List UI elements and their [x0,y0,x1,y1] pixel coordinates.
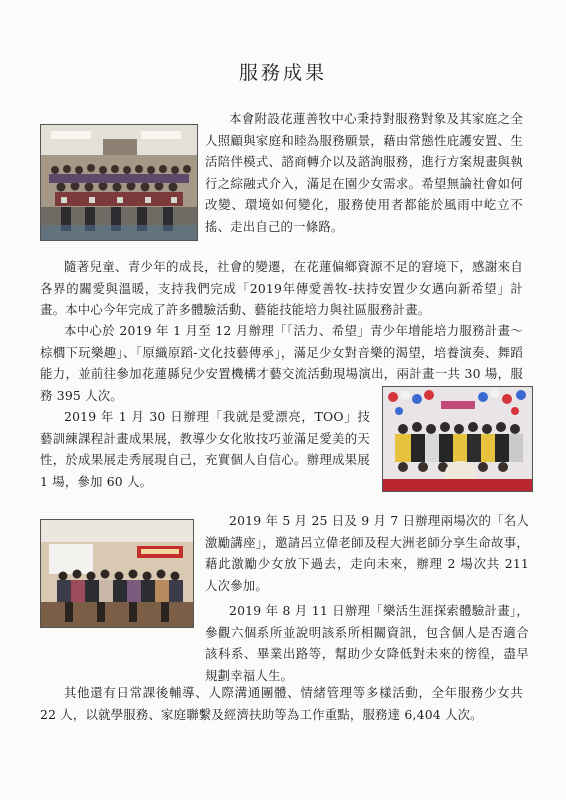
balloon-group-photo [382,386,533,492]
page-title: 服務成果 [238,62,327,84]
intro-paragraph: 本會附設花蓮善牧中心秉持對服務對象及其家庭之全人照顧與家庭和睦為服務願景，藉由常態性庇護安置、生活陪伴模式、諮商轉介以及諮詢服務，進行方案規畫與執行之綜融式介入，滿足在園少女需求。希望無論社會如何改變、環境如何變化，服務使用者都能於風雨中屹立不搖、走出自己的一條路。 [205,111,523,234]
paragraph-4: 2019 年 1 月 30 日辦理「我就是愛漂亮，TOO」技藝訓練課程計畫成果展，教導少女化妝技巧並滿足愛美的天性，於成果展走秀展現自己，充實個人自信心。辦理成果展 1 場，參加 60 人。 [40,409,370,489]
paragraph-3: 本中心於 2019 年 1 月至 12 月辦理「「活力、希望」青少年增能培力服務計畫～棕櫚下玩樂趣」、「原織原蹈-文化技藝傳承」，滿足少女對音樂的渴望，培養演奏、舞蹈能力，並前往參加花蓮縣兒少安置機構才藝交流活動現場演出，兩計畫一共 30 場，服務 395 人次。 [40,323,523,403]
paragraph-5: 2019 年 5 月 25 日及 9 月 7 日辦理兩場次的「名人激勵講座」，邀請呂立偉老師及程大洲老師分享生命故事，藉此激勵少女放下過去，走向未來，辦理 2 場次共 211 人次參加。 [205,513,529,593]
paragraph-2: 隨著兒童、青少年的成長，社會的變遷，在花蓮偏鄉資源不足的窘境下，感謝來自各界的關愛與溫暖，支持我們完成「2019年傳愛善牧-扶持安置少女邁向新希望」計畫。本中心今年完成了許多體驗活動、藝能技能培力與社區服務計畫。 [40,259,523,317]
paragraph-6: 2019 年 8 月 11 日辦理「樂活生涯探索體驗計畫」，參觀六個系所並說明該系所相關資訊，包含個人是否適合該科系、畢業出路等，幫助少女降低對未來的徬徨，盡早規劃幸福人生。 [205,603,529,683]
lecture-group-photo [40,519,194,628]
paragraph-7: 其他還有日常課後輔導、人際溝通團體、情緒管理等多樣活動，全年服務少女共 22 人，以就學服務、家庭聯繫及經濟扶助等為工作重點，服務達 6,404 人次。 [40,685,523,722]
group-photo [40,124,198,241]
